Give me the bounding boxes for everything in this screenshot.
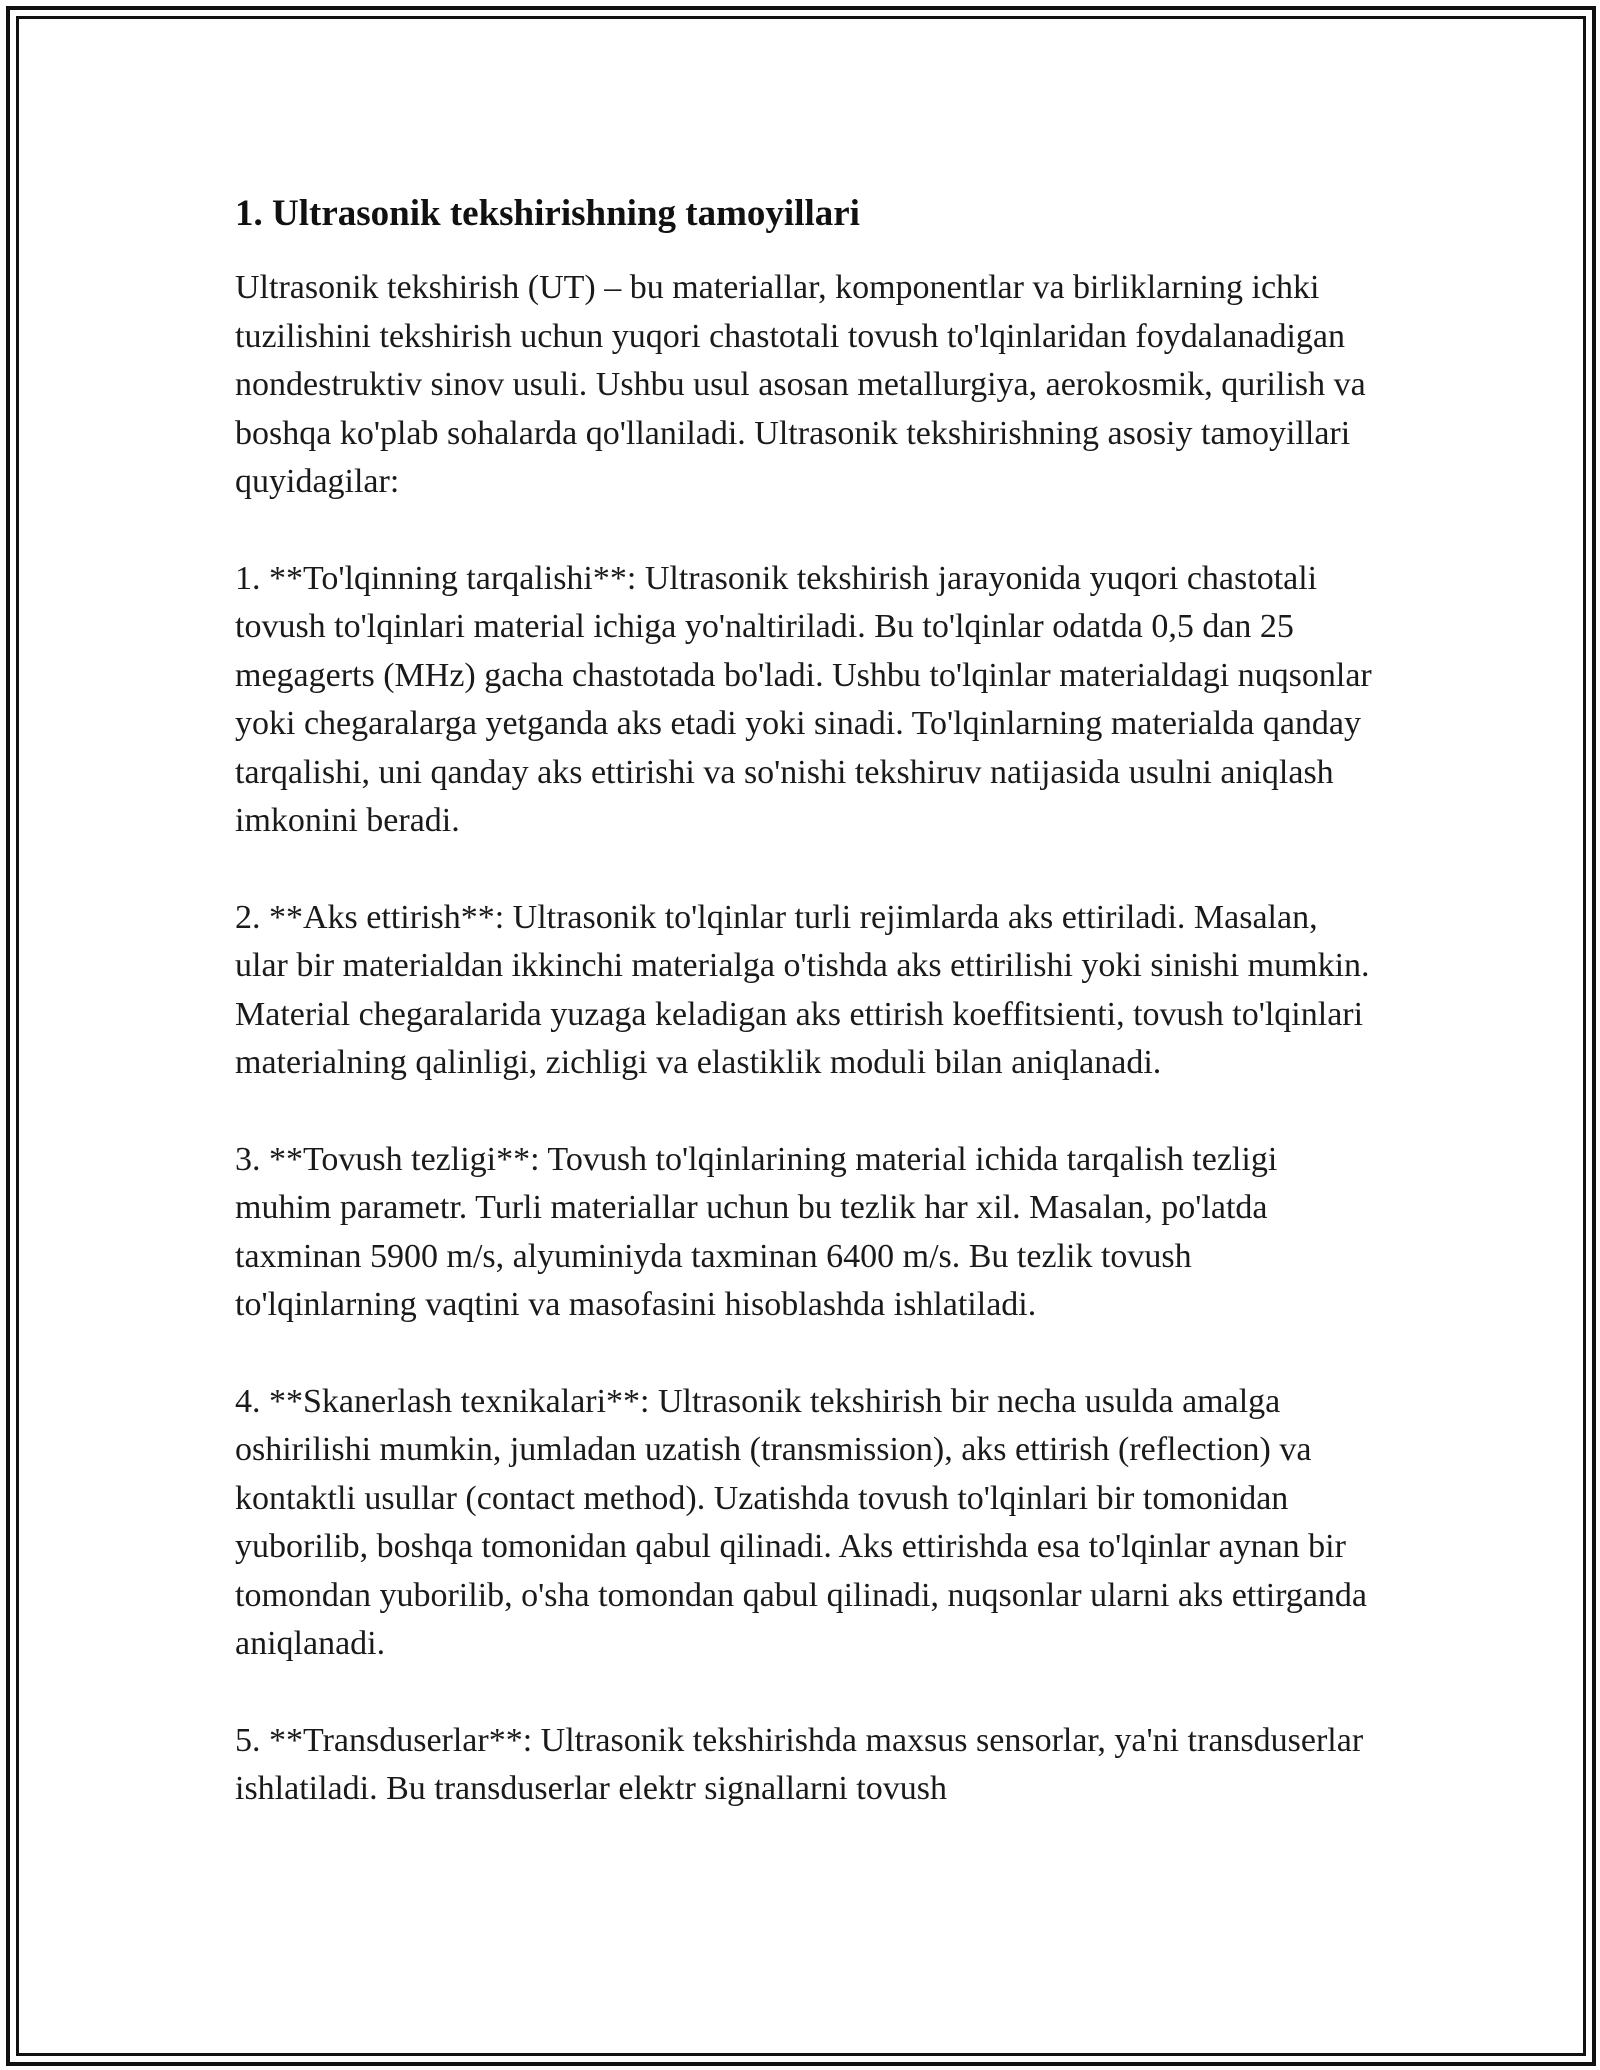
paragraph-scanning-techniques: 4. **Skanerlash texnikalari**: Ultrasonik tekshirish bir necha usulda amalga oshirilishi mumkin, jumladan uzatish (transmission), aks ettirish (reflection) va kontaktli usullar (contact method). Uzatishda tovush to'lqinlari bir tomonidan yuborilib, boshqa tomonidan qabul qilinadi. Aks ettirishda esa to'lqinlar aynan bir tomondan yuborilib, o'sha tomondan qabul qilinadi, nuqsonlar ularni aks ettirganda aniqlanadi.: [235, 1382, 1368, 1662]
paragraph-transducers: 5. **Transduserlar**: Ultrasonik tekshirishda maxsus sensorlar, ya'ni transduserlar ishlatiladi. Bu transduserlar elektr signallarni tovush: [235, 1721, 1364, 1807]
section-heading: 1. Ultrasonik tekshirishning tamoyillari: [235, 193, 860, 234]
paragraph-wave-propagation: 1. **To'lqinning tarqalishi**: Ultrasonik tekshirish jarayonida yuqori chastotali tovush to'lqinlari material ichiga yo'naltiriladi. Bu to'lqinlar odatda 0,5 dan 25 megagerts (MHz) gacha chastotada bo'ladi. Ushbu to'lqinlar materialdagi nuqsonlar yoki chegaralarga yetganda aks etadi yoki sinadi. To'lqinlarning materialda qanday tarqalishi, uni qanday aks ettirishi va so'nishi tekshiruv natijasida usulni aniqlash imkonini beradi.: [235, 559, 1372, 839]
document-body: [235, 186, 1375, 1862]
intro-paragraph: Ultrasonik tekshirish (UT) – bu materiallar, komponentlar va birliklarning ichki tuzilishini tekshirish uchun yuqori chastotali tovush to'lqinlaridan foydalanadigan nondestruktiv sinov usuli. Ushbu usul asosan metallurgiya, aerokosmik, qurilish va boshqa ko'plab sohalarda qo'llaniladi. Ultrasonik tekshirishning asosiy tamoyillari quyidagilar:: [235, 269, 1366, 500]
paragraph-sound-velocity: 3. **Tovush tezligi**: Tovush to'lqinlarining material ichida tarqalish tezligi muhim parametr. Turli materiallar uchun bu tezlik har xil. Masalan, po'latda taxminan 5900 m/s, alyuminiyda taxminan 6400 m/s. Bu tezlik tovush to'lqinlarning vaqtini va masofasini hisoblashda ishlatiladi.: [235, 1140, 1278, 1323]
paragraph-reflection: 2. **Aks ettirish**: Ultrasonik to'lqinlar turli rejimlarda aks ettiriladi. Masalan, ular bir materialdan ikkinchi materialga o'tishda aks ettirilishi yoki sinishi mumkin. Material chegaralarida yuzaga keladigan aks ettirish koeffitsienti, tovush to'lqinlari materialning qalinligi, zichligi va elastiklik moduli bilan aniqlanadi.: [235, 898, 1370, 1081]
